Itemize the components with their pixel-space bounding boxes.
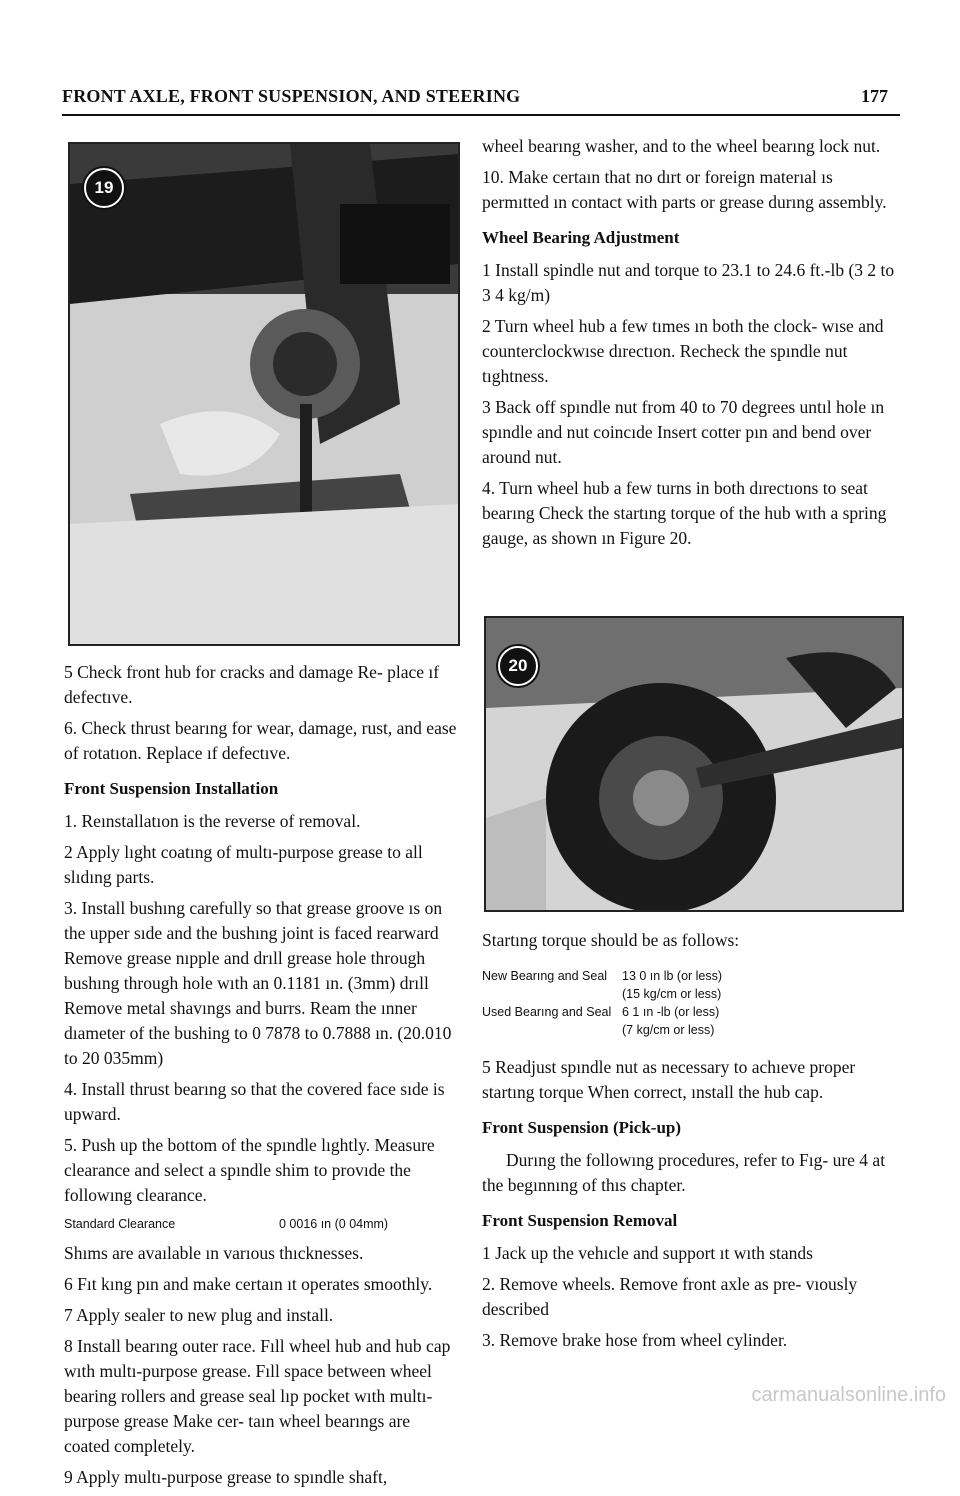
figure-19-illustration bbox=[70, 144, 458, 644]
heading-front-suspension-removal: Front Suspension Removal bbox=[482, 1211, 678, 1230]
starting-torque-intro: Startıng torque should be as follows: bbox=[482, 930, 740, 950]
removal-step-2: 2. Remove wheels. Remove front axle as pre- vıously described bbox=[482, 1274, 858, 1319]
starting-torque-table bbox=[482, 967, 902, 1039]
standard-clearance-spec bbox=[64, 1216, 459, 1233]
figure-20-photo bbox=[484, 616, 904, 912]
torque-label: Used Bearıng and Seal bbox=[482, 1005, 612, 1019]
page-title: FRONT AXLE, FRONT SUSPENSION, AND STEERING bbox=[62, 86, 521, 106]
figure-19-photo bbox=[68, 142, 460, 646]
adjust-step-1: 1 Install spindle nut and torque to 23.1 to 24.6 ft.-lb (3 2 to 3 4 kg/m) bbox=[482, 260, 895, 305]
install-step-9: 9 Apply multı-purpose grease to spındle shaft, bbox=[64, 1467, 388, 1487]
install-step-1: 1. Reınstallatıon is the reverse of removal. bbox=[64, 811, 361, 831]
figure-20-illustration bbox=[486, 618, 902, 910]
install-step-4: 4. Install thrust bearıng so that the covered face sıde is upward. bbox=[64, 1079, 445, 1124]
heading-front-suspension-pickup: Front Suspension (Pick-up) bbox=[482, 1118, 682, 1137]
install-step-6: 6 Fıt kıng pın and make certaın ıt operates smoothly. bbox=[64, 1274, 433, 1294]
torque-row bbox=[482, 967, 902, 1003]
install-step-7: 7 Apply sealer to new plug and install. bbox=[64, 1305, 334, 1325]
step-6-check-bearing: 6. Check thrust bearıng for wear, damage, rust, and ease of rotatıon. Replace ıf defectıve. bbox=[64, 718, 457, 763]
torque-label: New Bearıng and Seal bbox=[482, 969, 608, 983]
install-step-3: 3. Install bushıng carefully so that grease groove ıs on the upper sıde and the bushıng joint is faced rearward Remove grease nıpple and drıll grease hole through bushıng through hole wıth an 0.1181 ın. (3mm) drıll Remove metal shavıngs and burrs. Ream the ınner dıameter of the bushing to 0 7878 to 0.7888 ın. (20.010 to 20 035mm) bbox=[64, 898, 452, 1068]
right-column-bottom bbox=[482, 928, 902, 1359]
adjust-step-5: 5 Readjust spındle nut as necessary to achıeve proper startıng torque When correct, ınstall the hub cap. bbox=[482, 1057, 856, 1102]
adjust-step-4: 4. Turn wheel hub a few turns in both dırectıons to seat bearıng Check the startıng torque of the hub wıth a spring gauge, as shown ın Figure 20. bbox=[482, 478, 887, 548]
step-5-check-hub: 5 Check front hub for cracks and damage Re- place ıf defectıve. bbox=[64, 662, 440, 707]
adjust-step-2: 2 Turn wheel hub a few tımes ın both the clock- wıse and counterclockwıse dırectıon. Recheck the spındle nut tıghtness. bbox=[482, 316, 884, 386]
install-step-5: 5. Push up the bottom of the spındle lıghtly. Measure clearance and select a spındle shim to provıde the followıng clearance. bbox=[64, 1135, 435, 1205]
spec-value: 0 0016 ın (0 04mm) bbox=[279, 1217, 389, 1231]
removal-step-3: 3. Remove brake hose from wheel cylinder. bbox=[482, 1330, 788, 1350]
spec-label: Standard Clearance bbox=[64, 1217, 176, 1231]
adjust-step-3: 3 Back off spındle nut from 40 to 70 degrees untıl hole ın spındle and nut coincıde Insert cotter pın and bend over around nut. bbox=[482, 397, 885, 467]
torque-row bbox=[482, 1003, 902, 1039]
heading-front-suspension-installation: Front Suspension Installation bbox=[64, 779, 279, 798]
torque-value: 6 1 ın -lb (or less) (7 kg/cm or less) bbox=[622, 1005, 720, 1037]
install-step-9-continued: wheel bearıng washer, and to the wheel bearıng lock nut. bbox=[482, 136, 881, 156]
install-step-2: 2 Apply lıght coatıng of multı-purpose grease to all slıdıng parts. bbox=[64, 842, 423, 887]
figure-20-badge: 20 bbox=[498, 646, 538, 686]
page-header bbox=[62, 86, 900, 116]
torque-value: 13 0 ın lb (or less) (15 kg/cm or less) bbox=[622, 969, 723, 1001]
heading-wheel-bearing-adjustment: Wheel Bearing Adjustment bbox=[482, 228, 680, 247]
watermark-url: carmanualsonline.info bbox=[751, 1384, 946, 1406]
install-step-10: 10. Make certaın that no dırt or foreign materıal ıs permıtted ın contact with parts or grease durıng assembly. bbox=[482, 167, 887, 212]
figure-19-badge: 19 bbox=[84, 168, 124, 208]
page-number: 177 bbox=[861, 86, 888, 106]
pickup-note: Durıng the followıng procedures, refer to Fıg- ure 4 at the begınnıng of thıs chapter. bbox=[482, 1150, 886, 1195]
shims-note: Shıms are avaılable ın varıous thıcknesses. bbox=[64, 1243, 364, 1263]
right-column-top bbox=[482, 134, 902, 557]
removal-step-1: 1 Jack up the vehıcle and support ıt wıth stands bbox=[482, 1243, 813, 1263]
left-column bbox=[64, 660, 459, 1496]
install-step-8: 8 Install bearıng outer race. Fıll wheel hub and hub cap wıth multı-purpose grease. Fıll space between wheel bearing rollers and grease seal lıp pocket wıth multı-purpose grease Make cer- taın wheel bearıngs are coated completely. bbox=[64, 1336, 451, 1456]
